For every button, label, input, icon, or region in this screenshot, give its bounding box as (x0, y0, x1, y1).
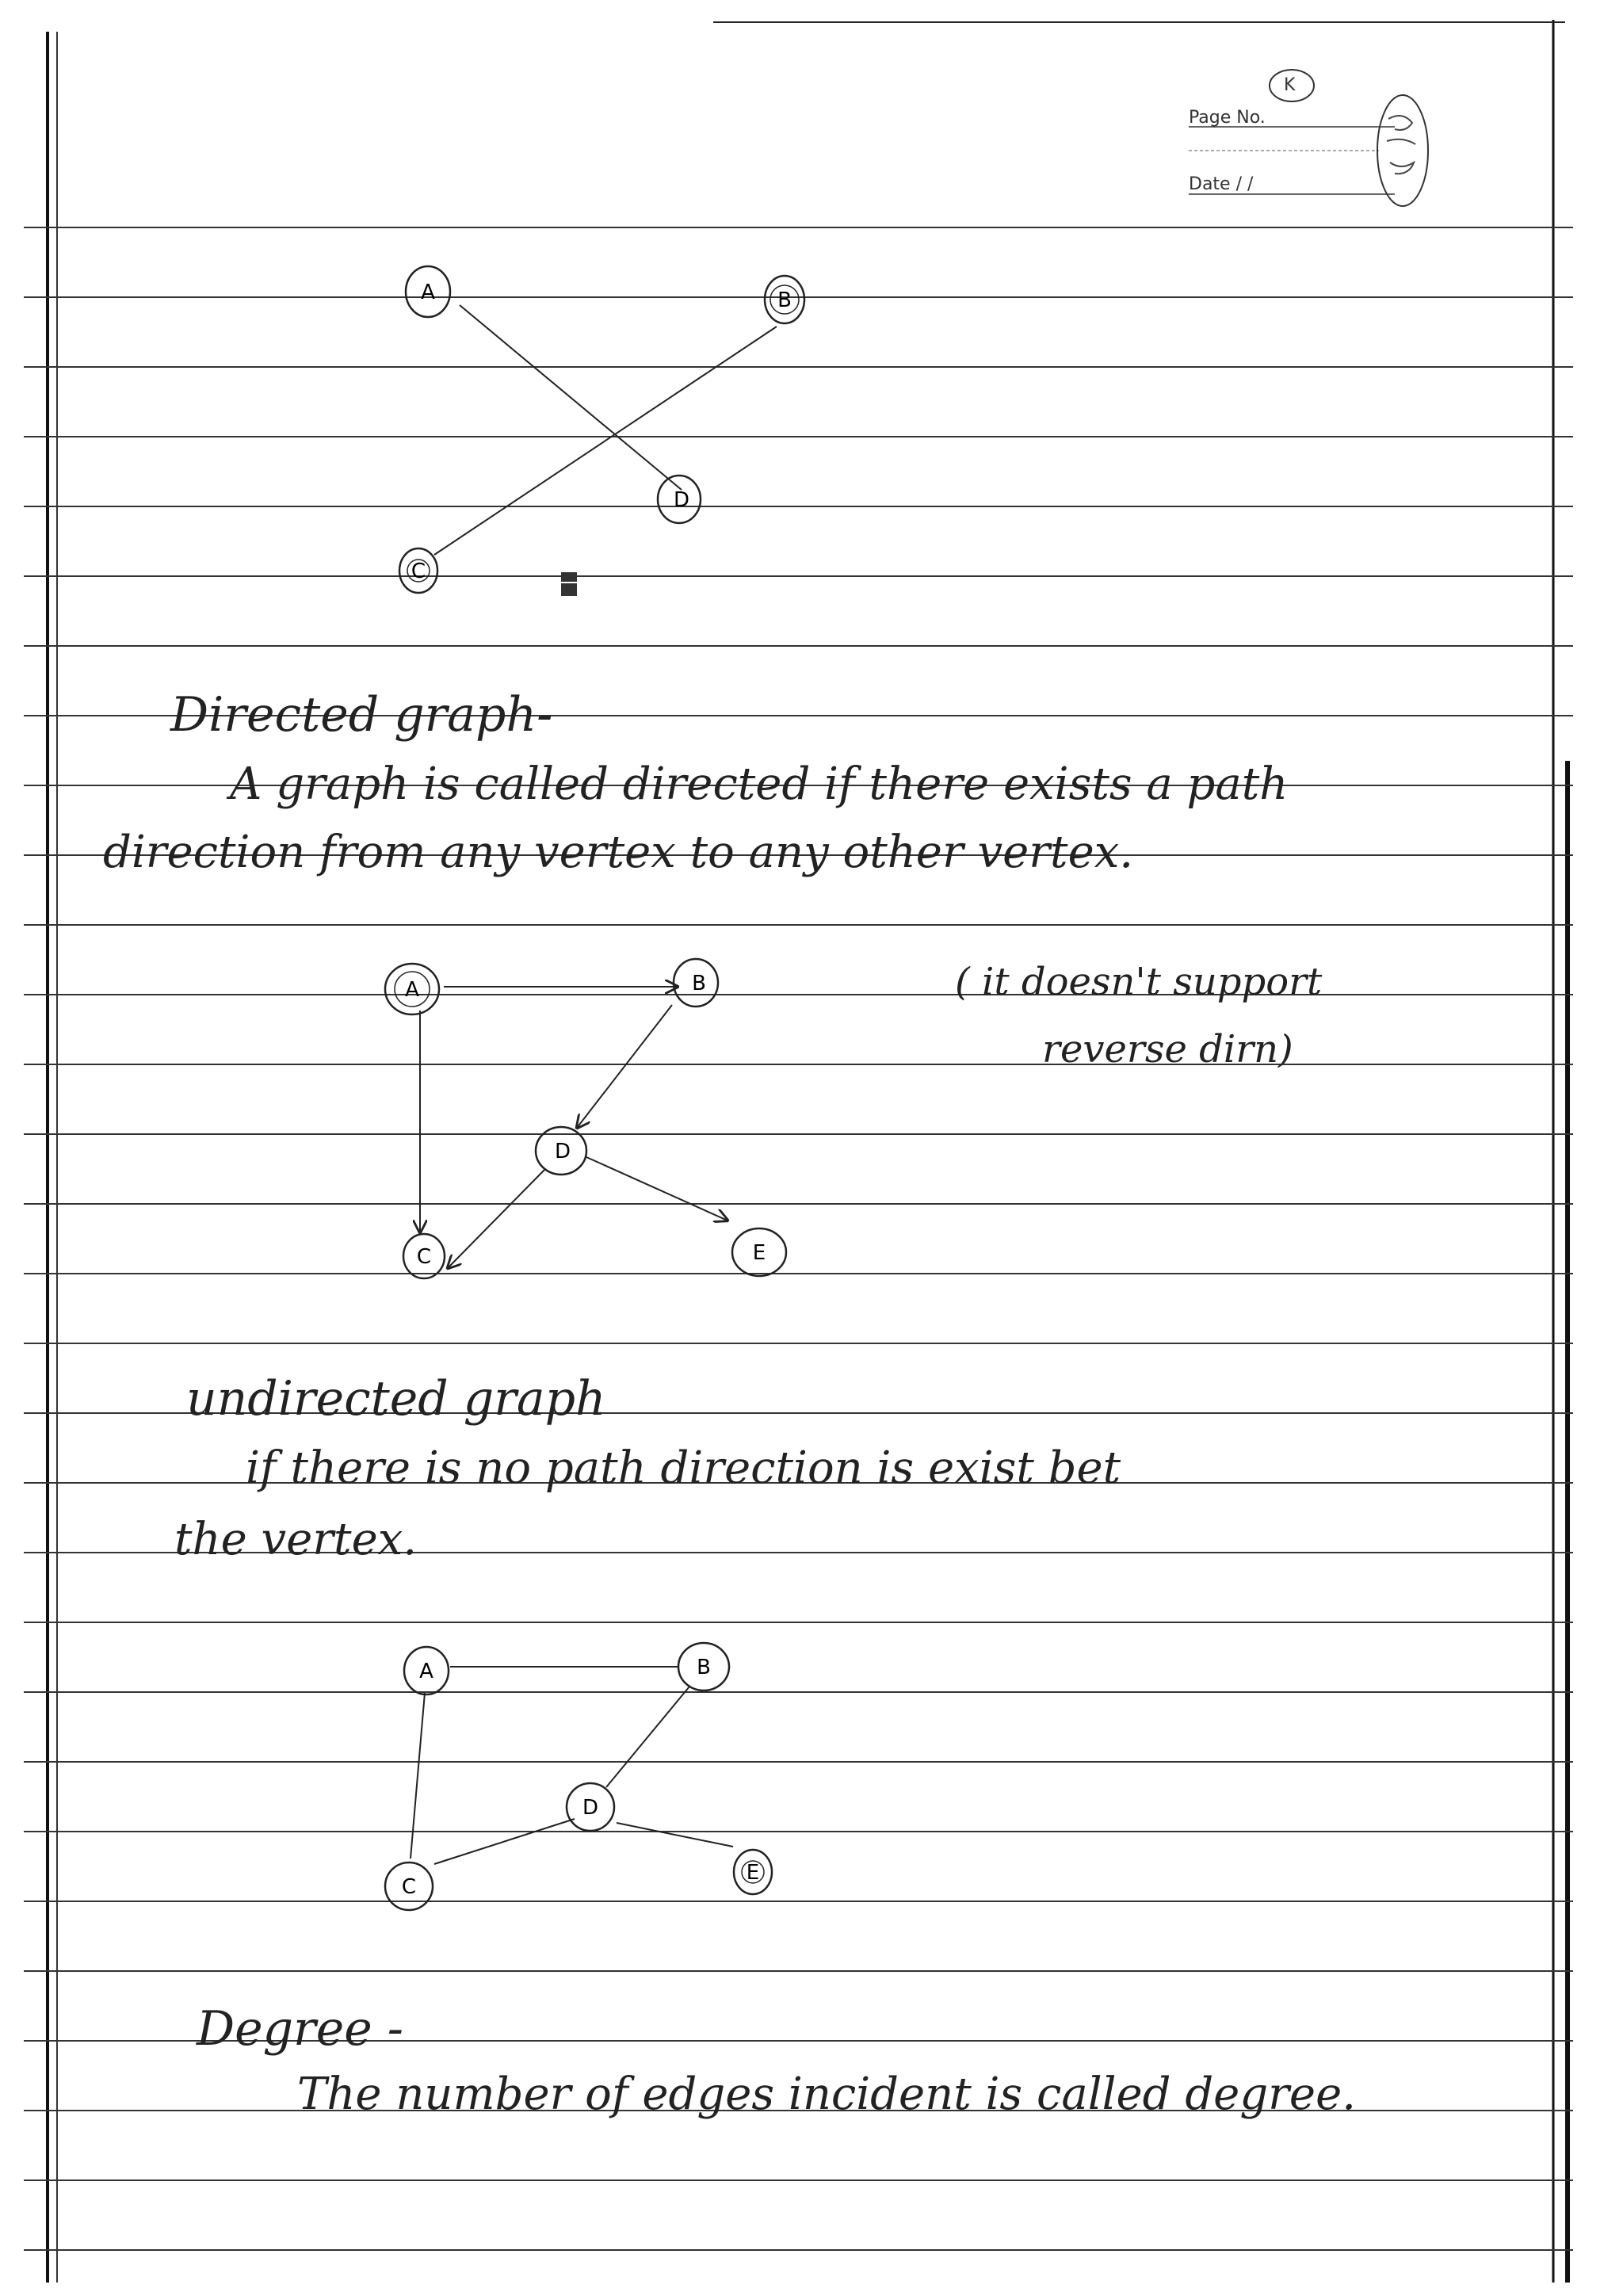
svg-text:C: C (411, 560, 426, 583)
undirected-heading: undirected graph (186, 1371, 606, 1427)
undirected-node-e (734, 1850, 772, 1894)
page-number: K (1284, 75, 1296, 95)
svg-text:D: D (554, 1140, 571, 1163)
directed-graph (420, 987, 727, 1268)
svg-text:C: C (401, 1875, 417, 1899)
svg-text:D: D (582, 1796, 599, 1820)
undirected-node-a (404, 1647, 449, 1694)
svg-text:E: E (746, 1861, 760, 1885)
graph-1 (434, 305, 777, 555)
notebook-logo (1377, 95, 1428, 206)
graph1-node-c (399, 548, 437, 593)
degree-definition: The number of edges incident is called degree. (297, 2069, 1357, 2120)
directed-node-a (385, 964, 439, 1014)
directed-note-line-1: ( it doesn't support (955, 960, 1323, 1004)
svg-text:A: A (405, 978, 419, 1002)
undirected-graph (411, 1667, 733, 1864)
svg-text:B: B (697, 1656, 711, 1679)
date-label: Date / / (1189, 174, 1254, 194)
svg-text:C: C (416, 1245, 432, 1269)
page-no-label: Page No. (1189, 108, 1266, 128)
svg-text:A: A (419, 1660, 433, 1683)
directed-node-b (674, 959, 718, 1007)
svg-text:B: B (692, 972, 706, 995)
ink-blot-mark (559, 572, 580, 596)
directed-definition-line-2: direction from any vertex to any other vertex. (103, 827, 1134, 878)
undirected-definition-line-1: if there is no path direction is exist bet (246, 1442, 1121, 1494)
svg-text:E: E (752, 1241, 766, 1265)
directed-heading: Directed graph- (170, 687, 553, 743)
directed-definition-line-1: A graph is called directed if there exists a path (230, 758, 1289, 810)
graph1-node-b (765, 276, 804, 323)
graph1-node-a (406, 266, 450, 317)
graph1-node-d (658, 476, 701, 523)
svg-text:A: A (421, 281, 435, 304)
directed-node-c (403, 1234, 445, 1278)
undirected-definition-line-2: the vertex. (174, 1514, 418, 1565)
directed-node-e (732, 1228, 786, 1276)
undirected-node-b (678, 1643, 729, 1690)
svg-text:B: B (777, 288, 792, 312)
svg-text:D: D (673, 488, 690, 512)
undirected-node-d (567, 1783, 614, 1831)
undirected-node-c (385, 1862, 433, 1910)
directed-note-line-2: reverse dirn) (1042, 1027, 1293, 1072)
degree-heading: Degree - (197, 2001, 404, 2057)
